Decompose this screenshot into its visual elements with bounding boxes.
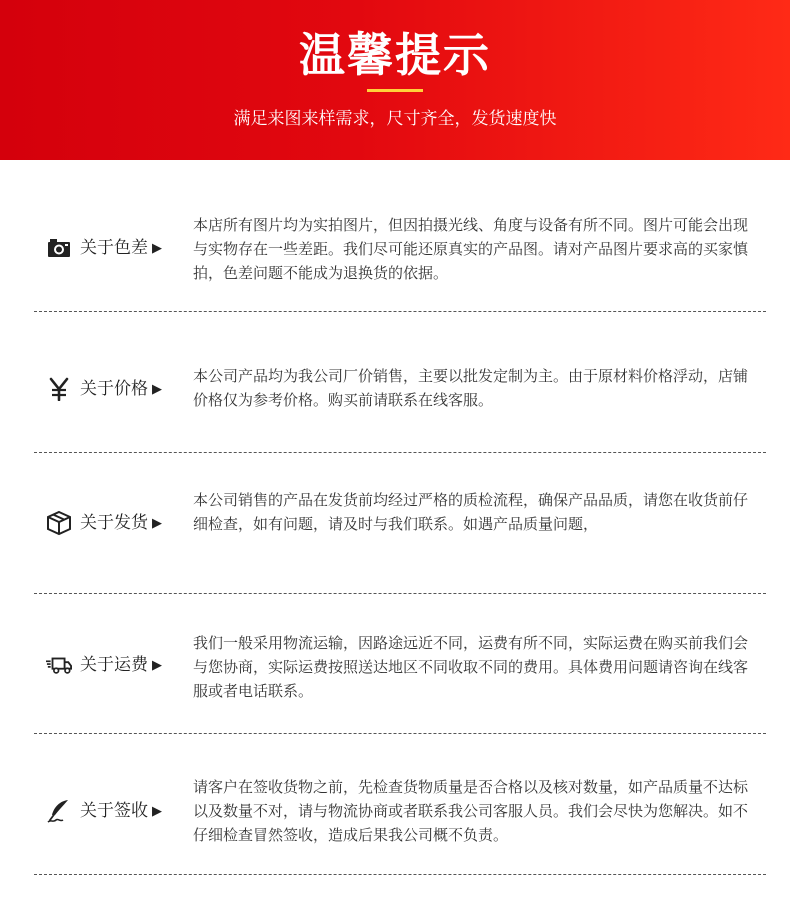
package-icon <box>46 510 72 536</box>
section-body: 请客户在签收货物之前，先检查货物质量是否合格以及核对数量，如产品质量不达标以及数量不对，请与物流协商或者联系我公司客服人员。我们会尽快为您解决。如不仔细检查冒然签收，造成后果我公司概不负责。 <box>193 778 749 844</box>
dashed-divider <box>34 452 766 453</box>
section-body: 本店所有图片均为实拍图片，但因拍摄光线、角度与设备有所不同。图片可能会出现与实物存在一些差距。我们尽可能还原真实的产品图。请对产品图片要求高的买家慎拍，色差问题不能成为退换货的依据。 <box>193 216 749 282</box>
section-label <box>46 650 186 680</box>
dashed-divider <box>34 593 766 594</box>
dashed-divider <box>34 733 766 734</box>
section-label-text: 关于运费 <box>80 655 148 675</box>
feather-pen-icon <box>46 798 72 824</box>
dashed-divider <box>34 311 766 312</box>
delivery-truck-icon <box>46 652 72 678</box>
page-subtitle: 满足来图来样需求，尺寸齐全，发货速度快 <box>233 109 557 129</box>
section-label <box>46 796 186 826</box>
section-label-text: 关于色差 <box>80 238 148 258</box>
section-label-text: 关于签收 <box>80 801 148 821</box>
dashed-divider <box>34 874 766 875</box>
arrow-right-icon: ▶ <box>152 657 162 673</box>
arrow-right-icon: ▶ <box>152 515 162 531</box>
section-body: 我们一般采用物流运输，因路途远近不同，运费有所不同，实际运费在购买前我们会与您协商，实际运费按照送达地区不同收取不同的费用。具体费用问题请咨询在线客服或者电话联系。 <box>193 634 749 700</box>
page-title: 温馨提示 <box>299 28 491 82</box>
section-label-text: 关于发货 <box>80 513 148 533</box>
arrow-right-icon: ▶ <box>152 803 162 819</box>
section-body: 本公司产品均为我公司厂价销售，主要以批发定制为主。由于原材料价格浮动，店铺价格仅为参考价格。购买前请联系在线客服。 <box>193 367 749 409</box>
header-banner <box>0 0 790 160</box>
arrow-right-icon: ▶ <box>152 381 162 397</box>
section-label <box>46 508 186 538</box>
arrow-right-icon: ▶ <box>152 240 162 256</box>
camera-icon <box>46 235 72 261</box>
section-label-text: 关于价格 <box>80 379 148 399</box>
section-body: 本公司销售的产品在发货前均经过严格的质检流程，确保产品品质，请您在收货前仔细检查，如有问题，请及时与我们联系。如遇产品质量问题， <box>193 491 749 533</box>
title-underline <box>367 89 423 92</box>
section-label <box>46 233 186 263</box>
yen-icon <box>46 376 72 402</box>
section-label <box>46 374 186 404</box>
